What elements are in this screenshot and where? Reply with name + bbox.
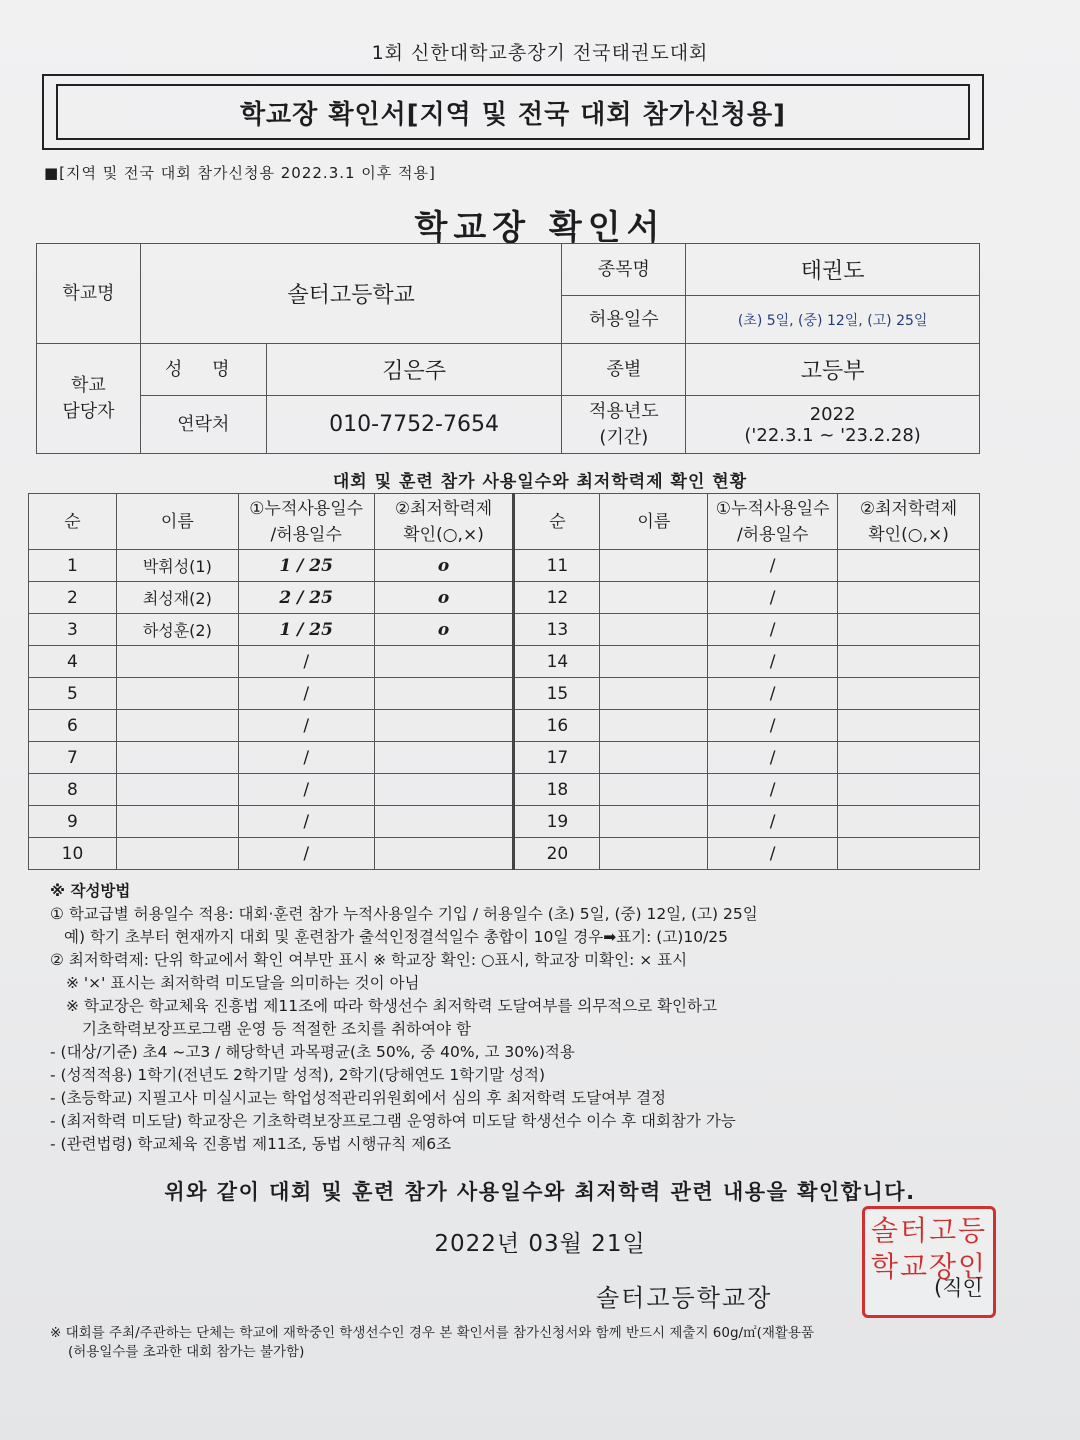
table-row: [29, 806, 980, 838]
cell-days: 2 / 25: [238, 582, 374, 614]
apply-year-cell: [686, 396, 980, 454]
cell-days-right: /: [708, 806, 838, 838]
cell-academic-right: [838, 582, 980, 614]
cell-name-right: [600, 550, 708, 582]
cell-name: [116, 710, 238, 742]
contact-label: 연락처: [140, 396, 266, 454]
cell-academic: [374, 774, 514, 806]
application-notice: ■[지역 및 전국 대회 참가신청용 2022.3.1 이후 적용]: [44, 164, 436, 182]
cell-academic-right: [838, 678, 980, 710]
col-header-no-right: 순: [514, 494, 600, 550]
detail-below-minimum: - (최저학력 미도달) 학교장은 기초학력보장프로그램 운영하여 미도달 학생선수 이수 후 대회참가 가능: [50, 1112, 736, 1130]
detail-laws: - (관련법령) 학교체육 진흥법 제11조, 동법 시행규칙 제6조: [50, 1135, 452, 1153]
apply-year-value: 2022: [809, 403, 856, 425]
cell-academic-right: [838, 774, 980, 806]
instruction-1: ① 학교급별 허용일수 적용: 대회·훈련 참가 누적사용일수 기입 / 허용일수 (초) 5일, (중) 12일, (고) 25일: [50, 905, 758, 923]
table-row: [29, 646, 980, 678]
cell-days-right: /: [708, 774, 838, 806]
cell-name: [116, 838, 238, 870]
division-label: 종별: [562, 344, 686, 396]
cell-name-right: [600, 774, 708, 806]
table-row: [29, 742, 980, 774]
cell-no-right: 15: [514, 678, 600, 710]
cell-name-right: [600, 582, 708, 614]
cell-academic-right: [838, 710, 980, 742]
official-seal: 솔터고등학교장인: [862, 1206, 996, 1318]
school-name-label: 학교명: [37, 244, 141, 344]
cell-name-right: [600, 806, 708, 838]
school-manager-label: 학교 담당자: [37, 344, 141, 454]
cell-academic-right: [838, 646, 980, 678]
cell-name: [116, 806, 238, 838]
instruction-2: ② 최저학력제: 단위 학교에서 확인 여부만 표시 ※ 학교장 확인: ○표시, 학교장 미확인: × 표시: [50, 951, 688, 969]
cell-name: 박휘성(1): [116, 550, 238, 582]
cell-name: [116, 646, 238, 678]
cell-no: 9: [29, 806, 117, 838]
instruction-1-example: 예) 학기 초부터 현재까지 대회 및 훈련참가 출석인정결석일수 총합이 10일 경우➡표기: (고)10/25: [64, 928, 729, 946]
cell-academic-right: [838, 806, 980, 838]
cell-academic: [374, 678, 514, 710]
school-info-table: [36, 243, 980, 454]
cell-days-right: /: [708, 550, 838, 582]
cell-no: 5: [29, 678, 117, 710]
event-name-value: 태권도: [686, 244, 980, 296]
cell-no: 8: [29, 774, 117, 806]
cell-academic-right: [838, 742, 980, 774]
table-row: [29, 774, 980, 806]
col-header-academic: ②최저학력제 확인(○,×): [374, 494, 514, 550]
cell-name-right: [600, 614, 708, 646]
col-header-academic-right: ②최저학력제 확인(○,×): [838, 494, 980, 550]
col-header-days-right: ①누적사용일수 /허용일수: [708, 494, 838, 550]
cell-days: /: [238, 806, 374, 838]
cell-name-right: [600, 710, 708, 742]
cell-academic: [374, 710, 514, 742]
detail-target: - (대상/기준) 초4 ~고3 / 해당학년 과목평균(초 50%, 중 40%, 고 30%)적용: [50, 1043, 575, 1061]
division-value: 고등부: [686, 344, 980, 396]
cell-no-right: 17: [514, 742, 600, 774]
cell-days: /: [238, 774, 374, 806]
cell-days: /: [238, 678, 374, 710]
cell-name-right: [600, 646, 708, 678]
cell-academic: [374, 838, 514, 870]
cell-name-right: [600, 742, 708, 774]
cell-days-right: /: [708, 582, 838, 614]
cell-academic: [374, 646, 514, 678]
table-row: [29, 710, 980, 742]
cell-days: /: [238, 710, 374, 742]
section-title: 대회 및 훈련 참가 사용일수와 최저학력제 확인 현황: [332, 472, 748, 492]
footer-line-2: (허용일수를 초과한 대회 참가는 불가함): [68, 1344, 305, 1360]
instruction-2-note-a: ※ '×' 표시는 최저학력 미도달을 의미하는 것이 아님: [66, 974, 420, 992]
detail-grades: - (성적적용) 1학기(전년도 2학기말 성적), 2학기(당해연도 1학기말 성적): [50, 1066, 546, 1084]
cell-no-right: 12: [514, 582, 600, 614]
table-row: [29, 678, 980, 710]
apply-year-label: 적용년도 (기간): [562, 396, 686, 454]
writing-instructions: [50, 880, 1000, 1156]
cell-name: [116, 774, 238, 806]
col-header-days: ①누적사용일수 /허용일수: [238, 494, 374, 550]
cell-no: 4: [29, 646, 117, 678]
cell-name-right: [600, 838, 708, 870]
footer-note: [50, 1324, 1010, 1362]
col-header-no: 순: [29, 494, 117, 550]
principal-title: 솔터고등학교장: [596, 1284, 773, 1312]
cell-days-right: /: [708, 646, 838, 678]
cell-no-right: 16: [514, 710, 600, 742]
form-title-box: [42, 74, 984, 150]
cell-academic: o: [374, 550, 514, 582]
cell-no-right: 13: [514, 614, 600, 646]
cell-days-right: /: [708, 742, 838, 774]
col-header-name: 이름: [116, 494, 238, 550]
school-name-value: 솔터고등학교: [140, 244, 562, 344]
cell-no: 1: [29, 550, 117, 582]
cell-academic-right: [838, 838, 980, 870]
event-name-label: 종목명: [562, 244, 686, 296]
cell-academic: o: [374, 582, 514, 614]
seal-label: (직인: [934, 1276, 983, 1300]
cell-academic: [374, 806, 514, 838]
footer-line-1: ※ 대회를 주최/주관하는 단체는 학교에 재학중인 학생선수인 경우 본 확인서를 참가신청서와 함께 반드시 제출지 60g/㎡(재활용품: [50, 1325, 815, 1341]
cell-days-right: /: [708, 678, 838, 710]
document-title: 학교장 확인서: [414, 208, 666, 248]
cell-no-right: 19: [514, 806, 600, 838]
table-row: [29, 614, 980, 646]
cell-no: 6: [29, 710, 117, 742]
cell-no-right: 14: [514, 646, 600, 678]
allowed-days-value: (초) 5일, (중) 12일, (고) 25일: [686, 296, 980, 344]
cell-days: /: [238, 646, 374, 678]
event-title: 1회 신한대학교총장기 전국태권도대회: [371, 42, 709, 64]
instruction-2-note-b: ※ 학교장은 학교체육 진흥법 제11조에 따라 학생선수 최저학력 도달여부를 의무적으로 확인하고: [66, 997, 717, 1015]
instructions-heading: ※ 작성방법: [50, 882, 131, 900]
cell-no: 2: [29, 582, 117, 614]
cell-no-right: 18: [514, 774, 600, 806]
cell-no: 10: [29, 838, 117, 870]
cell-no: 3: [29, 614, 117, 646]
cell-no-right: 20: [514, 838, 600, 870]
form-title: 학교장 확인서[지역 및 전국 대회 참가신청용]: [56, 84, 970, 140]
table-row: [29, 550, 980, 582]
manager-name-label: 성 명: [140, 344, 266, 396]
cell-name: 하성훈(2): [116, 614, 238, 646]
instruction-2-note-c: 기초학력보장프로그램 운영 등 적절한 조치를 취하여야 함: [82, 1020, 471, 1038]
col-header-name-right: 이름: [600, 494, 708, 550]
cell-days: 1 / 25: [238, 550, 374, 582]
allowed-days-label: 허용일수: [562, 296, 686, 344]
manager-name-value: 김은주: [266, 344, 562, 396]
cell-name: [116, 678, 238, 710]
cell-days-right: /: [708, 838, 838, 870]
apply-period-value: ('22.3.1 ~ '23.2.28): [744, 424, 921, 446]
cell-name: 최성재(2): [116, 582, 238, 614]
contact-value: 010-7752-7654: [266, 396, 562, 454]
confirmation-date: 2022년 03월 21일: [434, 1231, 646, 1257]
participant-table: [28, 493, 980, 870]
cell-days: 1 / 25: [238, 614, 374, 646]
cell-days-right: /: [708, 710, 838, 742]
cell-days-right: /: [708, 614, 838, 646]
cell-no: 7: [29, 742, 117, 774]
cell-days: /: [238, 838, 374, 870]
confirmation-statement: 위와 같이 대회 및 훈련 참가 사용일수와 최저학력 관련 내용을 확인합니다.: [164, 1180, 916, 1204]
cell-academic-right: [838, 550, 980, 582]
cell-no-right: 11: [514, 550, 600, 582]
cell-name-right: [600, 678, 708, 710]
cell-academic-right: [838, 614, 980, 646]
cell-academic: o: [374, 614, 514, 646]
cell-days: /: [238, 742, 374, 774]
cell-name: [116, 742, 238, 774]
detail-elementary: - (초등학교) 지필고사 미실시교는 학업성적관리위원회에서 심의 후 최저학력 도달여부 결정: [50, 1089, 667, 1107]
table-row: [29, 838, 980, 870]
table-row: [29, 582, 980, 614]
cell-academic: [374, 742, 514, 774]
